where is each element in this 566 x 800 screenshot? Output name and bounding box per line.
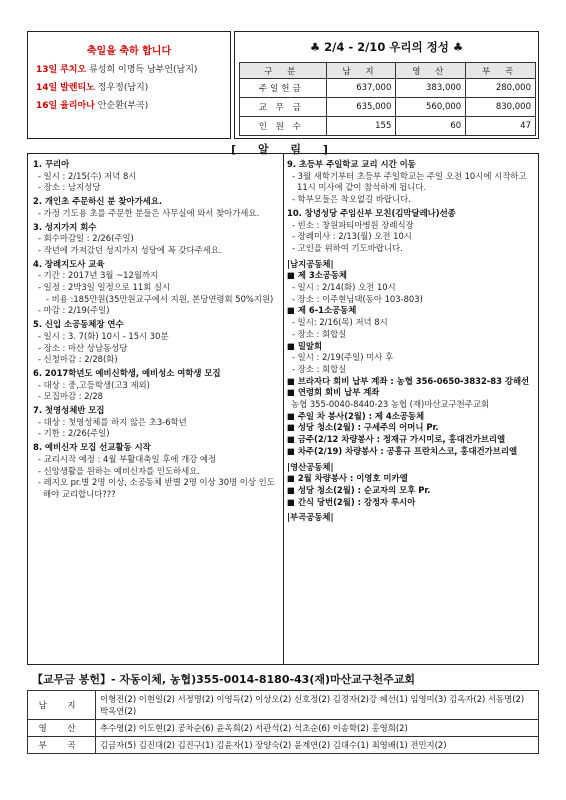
donor-community-label: 남 지 [28, 691, 96, 720]
notice-item: - 모집마감 : 2/28 [38, 391, 103, 402]
community-notice: ■ 연령회 회비 납부 계좌 [287, 387, 380, 398]
notice-item: - 장소 : 회합실 [292, 363, 347, 374]
donor-row [28, 737, 539, 754]
notice-section-title: 7. 첫영성체반 모집 [33, 405, 105, 416]
notice-left-column [33, 157, 280, 501]
notice-item: - 일시 : 2/14(화) 오전 10시 [292, 282, 396, 293]
donor-names: 김금자(5) 김진대(2) 김진구(1) 김윤자(1) 장양숙(2) 윤계연(2) 김대수(1) 최영배(1) 전민지(2) [96, 737, 539, 754]
notice-item: - 일시 : 3. 7(화) 10시 - 15시 30분 [38, 330, 169, 341]
feast-saint: 율리아나 [60, 101, 95, 111]
offering-cell: 635,000 [326, 98, 396, 117]
donor-names: 추수영(2) 이도현(2) 공차순(6) 윤옥희(2) 서관석(2) 석초순(6) 이송학(2) 홍영희(2) [96, 720, 539, 737]
offering-cell: 60 [396, 117, 466, 136]
feast-row [36, 62, 230, 75]
feast-names: 류성희 이명득 남부언(남지) [89, 65, 198, 75]
notice-section-title: 3. 성지가지 회수 [33, 221, 97, 232]
notice-item: - 작년에 가져갔던 성지가지 성당에 꼭 갖다주세요. [38, 244, 222, 255]
feast-day: 13일 [36, 65, 58, 75]
notice-item: - 고인을 위하여 기도바랍니다. [292, 242, 403, 253]
donor-table [27, 690, 539, 754]
community-header: |부곡공동체| [287, 512, 334, 523]
notice-item: - 장례미사 : 2/13(월) 오전 10시 [292, 231, 412, 242]
offering-box [234, 31, 539, 139]
offering-row [240, 79, 536, 98]
offering-header-cell: 남 지 [326, 63, 396, 79]
notice-item: - 장소 : 이주현님댁(동아 103-803) [292, 293, 423, 304]
donor-names: 이형진(2) 이현일(2) 서정명(2) 이영득(2) 이상오(2) 신호정(2) 김경자(2)강 혜선(1) 임영미(3) 김옥자(2) 서동명(2) 박옥연(2) [96, 691, 539, 720]
offering-row-label: 교 무 금 [240, 98, 327, 117]
offering-row [240, 117, 536, 136]
notice-item: - 대상 : 중,고등학생(고3 제외) [38, 379, 150, 390]
donor-row [28, 720, 539, 737]
feast-day-box [27, 31, 231, 139]
notice-section-title: 10. 창녕성당 주임신부 모친(김막달레나)선종 [287, 207, 456, 218]
notice-item: - 신앙생활을 원하는 예비신자를 인도하세요. [38, 465, 200, 476]
notice-item: - 장소 : 마산 상남동성당 [38, 342, 128, 353]
notice-item: 농협 355-0040-8440-23 농협 (재)마산교구천주교회 [291, 399, 490, 410]
notice-item: - 장소 : 남지성당 [38, 182, 101, 193]
notice-item: - 비용 :185만원(35만원교구에서 지원, 본당연령회 50%지원) [46, 293, 274, 304]
community-notice: ■ 제 6-1소공동체 [287, 305, 357, 316]
offering-table [239, 62, 536, 136]
community-notice: ■ 금주(2/12 차량봉사 : 정재규 가시미로, 홍대건가브리엘 [287, 434, 506, 445]
notice-item: - 대상 : 첫영성체를 하지 않은 초3-6학년 [38, 416, 187, 427]
notice-item: - 레지오 pr.별 2명 이상, 소공동체 반별 2명 이상 30명 이상 인도해야 교리합니다??? [38, 477, 275, 499]
notice-section-title: 1. 꾸리아 [33, 159, 70, 169]
community-notice: ■ 간식 당번(2월) : 강정자 루시아 [287, 496, 416, 507]
community-notice: ■ 브라자다 회비 납부 계좌 : 농협 356-0650-3832-83 강해선 [287, 375, 530, 386]
feast-row [36, 98, 230, 111]
offering-header-cell: 구 분 [240, 63, 327, 79]
community-header: |영산공동체| [287, 461, 334, 472]
feast-title: 축일을 축하 합니다 [86, 46, 172, 57]
account-line: 【교무금 봉헌】- 자동이체, 농협)355-0014-8180-43(재)마산교구천주교회 [32, 673, 416, 686]
notice-section-title: 8. 예비신자 모집 선교활동 시작 [33, 442, 151, 453]
notice-section-title: 2. 개인초 주문하신 분 찾아가세요. [33, 196, 163, 207]
donor-row [28, 691, 539, 720]
community-notice: ■ 밀알회 [287, 340, 323, 351]
offering-header-cell: 영 산 [396, 63, 466, 79]
notice-title: [ 알 림 ] [231, 143, 337, 156]
notice-item: - 3월 새학기부터 초등부 주일학교는 주일 오전 10시에 시작하고 11시 미사에 같이 참석하게 됩니다. [292, 170, 527, 193]
donor-community-label: 영 산 [28, 720, 96, 737]
notice-section-title: 9. 초등부 주일학교 교리 시간 이동 [287, 159, 416, 169]
offering-cell: 280,000 [466, 79, 536, 98]
offering-cell: 383,000 [396, 79, 466, 98]
notice-item: - 일시 : 2/15(수) 저녁 8시 [38, 170, 137, 181]
community-notice: ■ 성당 청소(2월) : 구세주의 어머니 Pr. [287, 422, 439, 433]
feast-names: 안순환(부곡) [97, 101, 149, 111]
community-notice: ■ 성당 청소(2월) : 순교자의 모후 Pr. [287, 484, 431, 495]
offering-cell: 560,000 [396, 98, 466, 117]
notice-item: - 신청마감 : 2/28(화) [38, 354, 118, 365]
community-header: |남지공동체| [287, 258, 334, 269]
feast-day: 14일 [36, 83, 58, 93]
notice-item: - 빈소 : 창원파티마병원 장례식장 [292, 219, 414, 230]
offering-header-cell: 부 곡 [466, 63, 536, 79]
offering-cell: 47 [466, 117, 536, 136]
offering-header-row [240, 63, 536, 79]
notice-section-title: 4. 장례지도사 교육 [33, 258, 105, 269]
notice-item: - 교리시작 예정 : 4월 부활대축일 후에 개강 예정 [38, 453, 217, 464]
notice-section-title: 5. 신입 소공동체장 연수 [33, 319, 124, 330]
community-notice: ■ 차주(2/19) 차량봉사 : 공흥규 프란치스코, 홍대건가브리엘 [287, 445, 518, 456]
feast-day: 16일 [36, 101, 58, 111]
notice-right-column [287, 157, 537, 524]
offering-cell: 830,000 [466, 98, 536, 117]
feast-saint: 루치오 [60, 65, 87, 75]
feast-saint: 발렌티노 [60, 83, 95, 93]
community-notice: ■ 2월 차량봉사 : 이영호 미카엘 [287, 473, 408, 484]
notice-item: - 일시 : 2/19(주일) 미사 후 [292, 352, 394, 363]
community-notice: ■ 제 3소공동체 [287, 270, 348, 281]
notice-item: - 회수마감일 : 2/26(주일) [38, 233, 134, 244]
donor-community-label: 부 곡 [28, 737, 96, 754]
notice-item: - 기한 : 2/26(주일) [38, 428, 110, 439]
notice-item: - 일정 : 2박3일 일정으로 11회 실시 [38, 282, 171, 293]
offering-cell: 637,000 [326, 79, 396, 98]
offering-cell: 155 [326, 117, 396, 136]
notice-item: - 기간 : 2017년 3월 ~12월까지 [38, 270, 159, 281]
notice-item: - 마감 : 2/19(주일) [38, 305, 110, 316]
offering-row [240, 98, 536, 117]
notice-item: - 가정 기도용 초를 주문한 분들은 사무실에 와서 찾아가세요. [38, 207, 260, 218]
offering-row-label: 인 원 수 [240, 117, 327, 136]
notice-item: - 일시: 2/16(목) 저녁 8시 [292, 317, 388, 328]
column-divider [283, 153, 284, 665]
notice-item: - 장소 : 회합실 [292, 328, 347, 339]
notice-item: - 학부모들은 착오없길 바랍니다. [292, 194, 411, 205]
notice-section-title: 6. 2017학년도 예비신학생, 예비성소 여학생 모집 [33, 367, 221, 378]
feast-names: 정우정(남지) [97, 83, 149, 93]
offering-title: ♣ 2/4 - 2/10 우리의 정성 ♣ [309, 40, 464, 54]
feast-row [36, 80, 230, 93]
community-notice: ■ 주일 차 봉사(2월) : 제 4소공동체 [287, 410, 425, 421]
offering-row-label: 주일헌금 [240, 79, 327, 98]
